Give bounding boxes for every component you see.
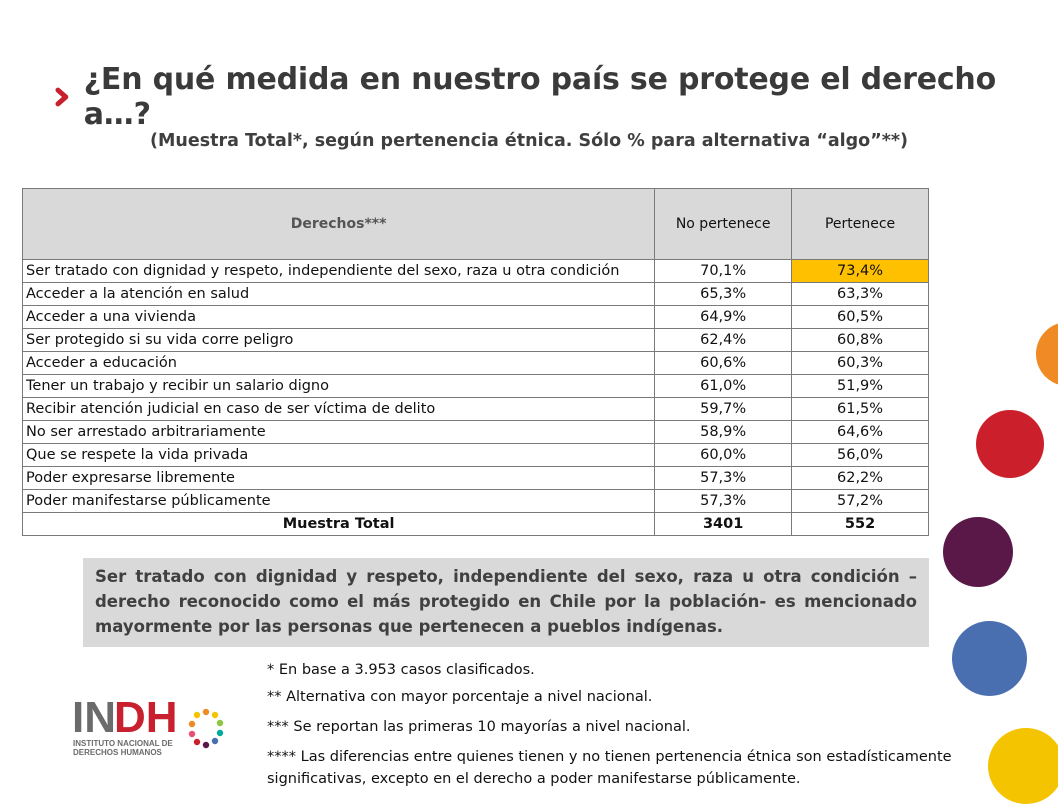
logo-text-in: IN xyxy=(72,693,116,742)
table-row xyxy=(23,444,929,467)
indh-logo xyxy=(72,692,242,762)
footnote-2: ** Alternativa con mayor porcentaje a nivel nacional. xyxy=(267,689,653,705)
table-row xyxy=(23,421,929,444)
row-no-pertenece: 70,1% xyxy=(655,260,792,283)
total-no-pertenece: 3401 xyxy=(655,513,792,536)
row-label: No ser arrestado arbitrariamente xyxy=(23,421,655,444)
table-row xyxy=(23,490,929,513)
row-pertenece: 60,5% xyxy=(792,306,929,329)
logo-line-2: DERECHOS HUMANOS xyxy=(73,748,162,757)
header-no-pertenece: No pertenece xyxy=(655,189,792,260)
row-label: Poder expresarse libremente xyxy=(23,467,655,490)
table-row xyxy=(23,398,929,421)
row-label: Ser tratado con dignidad y respeto, independiente del sexo, raza u otra condición xyxy=(23,260,655,283)
row-pertenece: 63,3% xyxy=(792,283,929,306)
table-row xyxy=(23,329,929,352)
row-label: Ser protegido si su vida corre peligro xyxy=(23,329,655,352)
highlight-note: Ser tratado con dignidad y respeto, independiente del sexo, raza u otra condición – derecho reconocido como el más protegido en Chile por la población- es mencionado mayormente por las personas que pertenecen a pueblos indígenas. xyxy=(83,558,929,647)
footnote-3: *** Se reportan las primeras 10 mayorías a nivel nacional. xyxy=(267,719,691,735)
title-row xyxy=(54,62,1058,132)
row-pertenece: 56,0% xyxy=(792,444,929,467)
page-subtitle: (Muestra Total*, según pertenencia étnica. Sólo % para alternativa “algo”**) xyxy=(149,131,909,151)
row-no-pertenece: 65,3% xyxy=(655,283,792,306)
table-row xyxy=(23,306,929,329)
decor-circle-orange xyxy=(1036,322,1058,386)
table-row xyxy=(23,467,929,490)
rights-table xyxy=(22,188,929,536)
row-pertenece: 60,3% xyxy=(792,352,929,375)
table-row xyxy=(23,352,929,375)
logo-dot-ring-icon xyxy=(189,709,223,748)
footnote-4: **** Las diferencias entre quienes tienen y no tienen pertenencia étnica son estadísticamente significativas, excepto en el derecho a poder manifestarse públicamente. xyxy=(267,749,952,787)
decor-circle-purple xyxy=(943,517,1013,587)
row-no-pertenece: 61,0% xyxy=(655,375,792,398)
table-row xyxy=(23,375,929,398)
row-label: Acceder a una vivienda xyxy=(23,306,655,329)
row-label: Tener un trabajo y recibir un salario digno xyxy=(23,375,655,398)
logo-text-dh: DH xyxy=(114,693,178,742)
row-pertenece: 51,9% xyxy=(792,375,929,398)
row-label: Poder manifestarse públicamente xyxy=(23,490,655,513)
table-row xyxy=(23,283,929,306)
decor-circle-red xyxy=(976,410,1044,478)
chevron-right-icon xyxy=(54,84,72,110)
row-pertenece: 60,8% xyxy=(792,329,929,352)
row-no-pertenece: 60,6% xyxy=(655,352,792,375)
table-header-row xyxy=(23,189,929,260)
table-total-row xyxy=(23,513,929,536)
row-no-pertenece: 60,0% xyxy=(655,444,792,467)
total-pertenece: 552 xyxy=(792,513,929,536)
footnote-1: * En base a 3.953 casos clasificados. xyxy=(267,662,535,678)
table-row xyxy=(23,260,929,283)
header-pertenece: Pertenece xyxy=(792,189,929,260)
row-label: Acceder a educación xyxy=(23,352,655,375)
decor-circle-blue xyxy=(952,621,1027,696)
row-pertenece: 62,2% xyxy=(792,467,929,490)
row-no-pertenece: 57,3% xyxy=(655,490,792,513)
total-label: Muestra Total xyxy=(23,513,655,536)
row-pertenece: 61,5% xyxy=(792,398,929,421)
row-label: Recibir atención judicial en caso de ser víctima de delito xyxy=(23,398,655,421)
row-no-pertenece: 57,3% xyxy=(655,467,792,490)
row-label: Que se respete la vida privada xyxy=(23,444,655,467)
header-rights: Derechos*** xyxy=(23,189,655,260)
row-no-pertenece: 64,9% xyxy=(655,306,792,329)
row-pertenece: 73,4% xyxy=(792,260,929,283)
row-pertenece: 64,6% xyxy=(792,421,929,444)
row-no-pertenece: 59,7% xyxy=(655,398,792,421)
row-pertenece: 57,2% xyxy=(792,490,929,513)
row-no-pertenece: 62,4% xyxy=(655,329,792,352)
logo-line-1: INSTITUTO NACIONAL DE xyxy=(73,739,173,748)
page-title: ¿En qué medida en nuestro país se protege el derecho a…? xyxy=(83,62,996,132)
row-no-pertenece: 58,9% xyxy=(655,421,792,444)
row-label: Acceder a la atención en salud xyxy=(23,283,655,306)
